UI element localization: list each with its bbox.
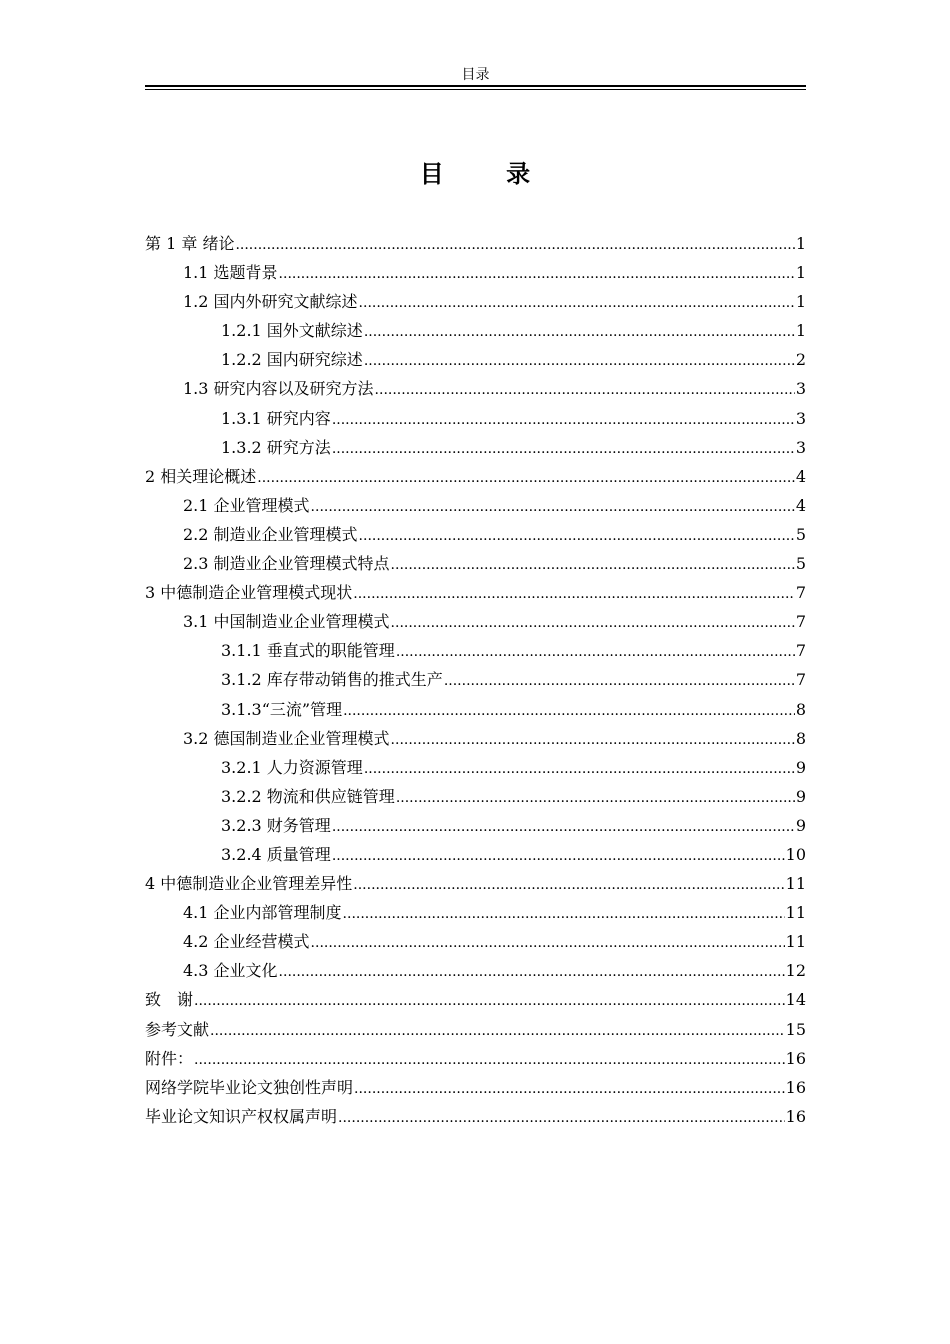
toc-dot-leader <box>332 840 785 871</box>
toc-entry-label: 致 谢 <box>145 990 194 1010</box>
toc-entry-label: 2.3 制造业企业管理模式特点 <box>183 554 390 574</box>
toc-entry-label: 1.2.1 国外文献综述 <box>221 321 363 341</box>
toc-entry[interactable] <box>145 433 806 462</box>
toc-dot-leader <box>343 898 785 929</box>
toc-page-number: 14 <box>785 990 806 1010</box>
toc-entry-label: 1.3.2 研究方法 <box>221 437 331 457</box>
toc-page-number: 5 <box>795 524 806 544</box>
toc-dot-leader <box>311 927 785 958</box>
toc-page-number: 15 <box>785 1019 806 1039</box>
toc-page-number: 7 <box>795 583 806 603</box>
toc-entry-label: 1.1 选题背景 <box>183 263 278 283</box>
toc-dot-leader <box>279 258 795 289</box>
toc-dot-leader <box>343 695 795 726</box>
toc-dot-leader <box>364 345 795 376</box>
toc-dot-leader <box>332 811 795 842</box>
toc-entry[interactable] <box>145 374 806 403</box>
toc-dot-leader <box>235 229 794 260</box>
toc-entry-label: 参考文献 <box>145 1019 210 1039</box>
toc-entry[interactable] <box>145 753 806 782</box>
toc-page-number: 5 <box>795 554 806 574</box>
toc-dot-leader <box>194 1044 785 1075</box>
toc-entry-label: 1.2 国内外研究文献综述 <box>183 292 358 312</box>
toc-dot-leader <box>194 985 785 1016</box>
toc-entry[interactable] <box>145 462 806 491</box>
toc-dot-leader <box>444 665 795 696</box>
toc-entry-label: 4.2 企业经营模式 <box>183 932 310 952</box>
toc-entry[interactable] <box>145 898 806 927</box>
toc-page-number: 11 <box>785 903 806 923</box>
toc-dot-leader <box>332 433 795 464</box>
toc-entry[interactable] <box>145 927 806 956</box>
toc-entry-label: 第 1 章 绪论 <box>145 234 235 253</box>
toc-page-number: 1 <box>795 234 806 253</box>
toc-page-number: 10 <box>785 844 806 864</box>
toc-page-number: 3 <box>795 408 806 428</box>
toc-entry-label: 2 相关理论概述 <box>145 466 257 486</box>
toc-entry[interactable] <box>145 636 806 665</box>
toc-entry-label: 3.2 德国制造业企业管理模式 <box>183 728 390 748</box>
toc-entry-label: 3.2.3 财务管理 <box>221 815 331 835</box>
toc-page-number: 1 <box>795 263 806 283</box>
header-rule-thin <box>145 89 806 90</box>
toc-entry-label: 3.2.4 质量管理 <box>221 844 331 864</box>
toc-entry[interactable] <box>145 985 806 1014</box>
toc-entry[interactable] <box>145 345 806 374</box>
toc-page-number: 8 <box>795 699 806 719</box>
toc-entry[interactable] <box>145 1044 806 1073</box>
toc-page-number: 9 <box>795 786 806 806</box>
toc-entry[interactable] <box>145 724 806 753</box>
toc-entry-label: 1.3.1 研究内容 <box>221 408 331 428</box>
toc-entry-label: 毕业论文知识产权权属声明 <box>145 1106 338 1126</box>
toc-dot-leader <box>359 520 795 551</box>
toc-entry-label: 3.2.2 物流和供应链管理 <box>221 786 395 806</box>
header-rule <box>145 85 806 87</box>
toc-entry[interactable] <box>145 607 806 636</box>
toc-entry[interactable] <box>145 316 806 345</box>
toc-entry[interactable] <box>145 520 806 549</box>
toc-entry[interactable] <box>145 287 806 316</box>
toc-dot-leader <box>353 869 784 900</box>
toc-dot-leader <box>338 1102 785 1133</box>
toc-entry[interactable] <box>145 1015 806 1044</box>
toc-dot-leader <box>332 404 795 435</box>
toc-entry-label: 3.1.3“三流”管理 <box>221 699 343 719</box>
toc-dot-leader <box>391 607 795 638</box>
toc-entry[interactable] <box>145 695 806 724</box>
toc-page-number: 16 <box>785 1048 806 1068</box>
toc-entry-label: 2.1 企业管理模式 <box>183 495 310 515</box>
toc-dot-leader <box>353 578 795 609</box>
toc-entry[interactable] <box>145 956 806 985</box>
toc-entry-label: 3.2.1 人力资源管理 <box>221 757 363 777</box>
toc-dot-leader <box>359 287 795 318</box>
toc-page-number: 12 <box>785 961 806 981</box>
toc-dot-leader <box>257 462 795 493</box>
running-header: 目录 <box>461 67 490 83</box>
toc-entry[interactable] <box>145 549 806 578</box>
toc-page-number: 1 <box>795 321 806 341</box>
toc-page-number: 4 <box>795 495 806 515</box>
toc-page-number: 7 <box>795 612 806 632</box>
toc-entry[interactable] <box>145 578 806 607</box>
toc-dot-leader <box>391 549 795 580</box>
toc-entry-label: 3 中德制造企业管理模式现状 <box>145 583 353 603</box>
toc-entry-label: 网络学院毕业论文独创性声明 <box>145 1077 354 1097</box>
toc-entry-label: 4.1 企业内部管理制度 <box>183 903 342 923</box>
toc-entry-label: 1.2.2 国内研究综述 <box>221 350 363 370</box>
toc-page-number: 11 <box>785 932 806 952</box>
toc-entry[interactable] <box>145 258 806 287</box>
toc-entry-label: 4 中德制造业企业管理差异性 <box>145 874 353 894</box>
toc-dot-leader <box>391 724 795 755</box>
toc-entry[interactable] <box>145 491 806 520</box>
toc-entry[interactable] <box>145 869 806 898</box>
toc-entry[interactable] <box>145 1102 806 1131</box>
toc-dot-leader <box>375 374 795 405</box>
toc-entry-label: 2.2 制造业企业管理模式 <box>183 524 358 544</box>
toc-entry[interactable] <box>145 1073 806 1102</box>
toc-entry-label: 3.1.1 垂直式的职能管理 <box>221 641 395 661</box>
toc-entry-label: 3.1 中国制造业企业管理模式 <box>183 612 390 632</box>
toc-entry-label: 4.3 企业文化 <box>183 961 278 981</box>
toc-entry-label: 1.3 研究内容以及研究方法 <box>183 379 374 399</box>
toc-entry[interactable] <box>145 782 806 811</box>
toc-entry[interactable] <box>145 404 806 433</box>
toc-dot-leader <box>210 1015 785 1046</box>
toc-page-number: 16 <box>785 1106 806 1126</box>
toc-entry[interactable] <box>145 665 806 694</box>
toc-page-number: 2 <box>795 350 806 370</box>
toc-entry-label: 附件： <box>145 1048 194 1068</box>
toc-page-number: 3 <box>795 437 806 457</box>
toc-entry-label: 3.1.2 库存带动销售的推式生产 <box>221 670 443 690</box>
toc-page-number: 1 <box>795 292 806 312</box>
toc-dot-leader <box>364 316 795 347</box>
toc-page-number: 3 <box>795 379 806 399</box>
toc-dot-leader <box>279 956 785 987</box>
toc-page-number: 4 <box>795 466 806 486</box>
toc-dot-leader <box>364 753 795 784</box>
page-title: 目 录 <box>419 160 550 188</box>
toc-dot-leader <box>396 782 795 813</box>
toc-page-number: 9 <box>795 815 806 835</box>
toc-page-number: 7 <box>795 670 806 690</box>
toc-entry[interactable] <box>145 840 806 869</box>
toc-entry[interactable] <box>145 811 806 840</box>
toc-page-number: 9 <box>795 757 806 777</box>
toc-page-number: 16 <box>785 1077 806 1097</box>
toc-page-number: 8 <box>795 728 806 748</box>
toc-page-number: 11 <box>785 874 806 894</box>
toc-page-number: 7 <box>795 641 806 661</box>
toc-entry[interactable] <box>145 229 806 258</box>
toc-dot-leader <box>354 1073 785 1104</box>
table-of-contents <box>145 229 806 1131</box>
toc-dot-leader <box>396 636 795 667</box>
toc-dot-leader <box>311 491 795 522</box>
